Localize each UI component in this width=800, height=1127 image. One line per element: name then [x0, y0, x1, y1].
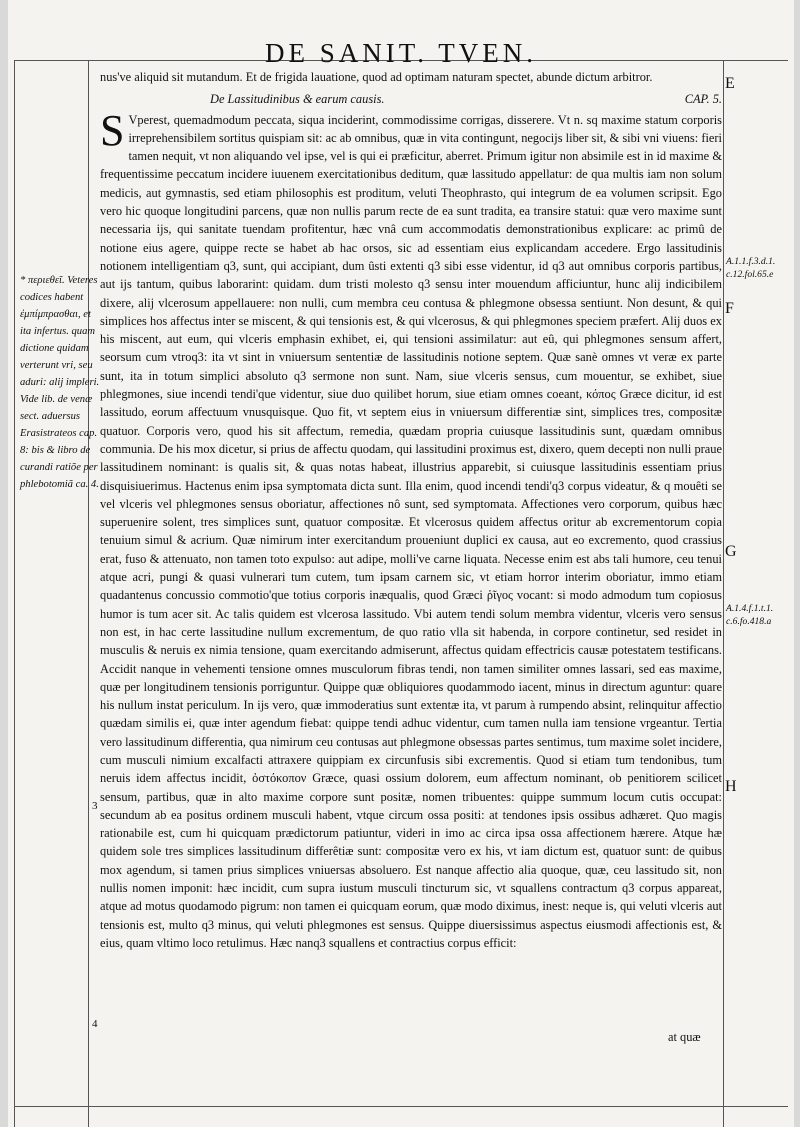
- continuation-text: nus've aliquid sit mutandum. Et de frigida lauatione, quod ad optimam naturam spectet, abunde dictum arbitror.: [100, 70, 653, 84]
- running-header: DE SANIT. TVEN.: [265, 38, 537, 68]
- section-letter: G: [725, 543, 737, 560]
- main-text-column: [100, 68, 722, 952]
- margin-line-number: 4: [92, 1018, 98, 1030]
- right-margin-rule: [723, 60, 724, 1127]
- right-marginal-note: A.1.4.f.1.t.1. c.6.fo.418.a: [726, 603, 774, 627]
- body-paragraph: [100, 105, 722, 953]
- drop-capital: S: [100, 105, 125, 155]
- left-margin-rule: [88, 60, 89, 1127]
- chapter-number: CAP. 5.: [684, 92, 722, 107]
- book-page: [8, 0, 794, 1127]
- left-border-rule: [14, 60, 15, 1127]
- section-letter: H: [725, 778, 737, 795]
- left-marginal-note: * περιεθεῖ. Veteres codices habent ἐμπίμπρασθαι, et ita infertus. quam dictione quidam verterunt vri, seu aduri: alij impleri. Vide lib. de venæ sect. aduersus Erasistrateos cap. 8: bis & libro de curandi ratiõe per phlebotomiã ca. 4.: [20, 275, 100, 490]
- bottom-rule: [14, 1106, 788, 1107]
- section-letter: E: [725, 75, 735, 92]
- margin-line-number: 3: [92, 800, 98, 812]
- catchword: at quæ: [668, 1030, 701, 1044]
- body-text: Vperest, quemadmodum peccata, siqua inciderint, commodissime corrigas, disserere. Vt n. sq maxime statum corporis irreprehensibilem sortitus quispiam sit: ac ab omnibus, quæ in vita contingunt, negocijs liber sit, & sibi vni viuens: fieri tamen nequit, vt non aliquando vel ipse, vel is qui ei præficitur, aberret. Primum igitur non absimile est in id maxime & frequentissime peccatum incidere iuuenem exercitationibus deditum, quæ lassitudo appellatur: de qua multis iam non solum medicis, aut gymnastis, sed etiam philosophis est proditum, veluti Theophrasto, qui integrum de ea volumen scripsit. Ego vero hic quoque longitudini parcens, quæ non nullis parum recte de ea sunt tradita, ea transire statui: quæ vero maxime sunt necessaria ijs, qui sanitate tuendam profitentur, hæc vnâ cum accommodatis demonstrationibus explicare: ac primû de notione eius agere, quippe recte se habet ab hac orsos, sic ad essentiam eius explicandam accedere. Ergo lassitudinis notionem intelligentiam q3, sunt, qui accipiant, dum ûsti extenti q3 sibi esse videntur, id q3 aut omnibus corporis partibus, aut ijs tantum, quibus laborarint: quidam. dum tristi molesto q3 sensu inter mouendum afficiuntur, hunc alij indicibilem dixere, alij vlcerosum appellauere: non nulli, cum membra ceu contusa & phlegmone obsessa sentiunt. Non desunt, & qui simplices hos affectus inter se miscent, & qui tensionis est, & qui vlcerosus, & qui phlegmones speciem præfert. Alij duos ex his miscent, aut eum, qui vlceris emphasin exhibet, ei, qui tensioni assimilatur: aut eû, qui phlegmones sensum affert, seorsum cum vtroq3: ita vt sint in vniuersum sententiæ de lassitudinis notione septem. Quæ sanè omnes vt veræ ex parte sunt, ita in totum simplici absoluto q3 sermone non sunt. Nam, siue vlceris sensus, cum mouentur, se exhibet, siue phlegmones, siue incendi tendi'que videntur, siue duo quilibet horum, siue etiam omnes coeant, κόπος Græce dicitur, id est lassitudo, eorum affectuum vnusquisque. Quo fit, vt septem eius in vniuersum differentiæ sint, simplices tres, compositæ quatuor. Corporis vero, quod his sit affectum, remedia, quædam propria cuiusque lassitudinis sunt, quædam omnibus communia. De his mox dicetur, si prius de affectu quodam, qui lassitudini proximus est, dixero, quem decepti non nulli praue lassitudinem nominant: is qualis sit, & quas notas habeat, illustrius apparebit, si cuiusque lassitudinis essentiam prius disquisiuerimus. Hactenus enim ipsa symptomata dicta sunt. Illa enim, quod incendi tendi'q3 corpus videatur, & q mouêti se vel vlceris vel phlegmones sensus oboriatur, affectiones nô sunt, sed symptomata. Affectiones vero corporum, quibus hæc superuenire solent, tres simplices sunt, quatuor compositæ. Et vlcerosus quidem affectus oritur ab excrementorum copia tenuium simul & acrium. Quæ nimirum inter exercitandum proueniunt duplici ex causa, aut eo excremento, quod crassius erat, fuso & attenuato, non tamen toto expulso: aut adipe, molli've carne liquata. Necesse enim est abs tali humore, ceu tenui atque acri, pungi & quasi vulnerari tum cutem, tum ipsam carnem sic, vt etiam horror interim oboriatur, immo etiam quadantenus concussio commotio'que totius corporis inæqualis, quod Græci ῥῖγος vocant: si modo admodum tum copiosus humor is tum acer sit. Ac talis quidem est vlcerosa lassitudo. Vbi autem tendi solum membra videntur, vlceris vero sensus non est, in hac certe lassitudine nullum excrementum, de quo ratio vlla sit habenda, in corpore continetur, sed residet in musculis & neruis ex nimia tensione, quam exercitando admiserunt, affectus quidam effectricis causæ potestatem testificans. Accidit nanque in vehementi tensione omnes musculorum fibras tendi, non tamen similiter omnes lassari, sed eas maxime, quæ per longitudinem tensionis porriguntur. Quippe quæ obliquiores quodammodo iacent, minus in directum aguntur: quare his nullum instat periculum. In ijs vero, quæ immoderatius sunt extentæ ita, vt parum à rumpendo absint, relinquitur affectio quædam similis ei, quæ inter agendum fiebat: quippe tendi adhuc videntur, cum tamen nulla iam tensione vrgeantur. Tertia vero lassitudinum differentia, qua nimirum ceu contusas aut phlegmone obsessas partes sentimus, tum maxime solet incidere, cum musculi nimium excalfacti attraxere quippiam ex circunfusis sibi excrementis. Quod si etiam tum tendonibus, tum neruis idem affectus incidit, ὀστόκοπον Græce, quasi ossium dolorem, eum affectum nominant, ob penitiorem scilicet sensum, partibus, quæ in alto maxime corpore sunt positæ, nomen tribuentes: quippe summum locum cutis occupat: secundum ab ea positus ordinem musculi habent, vtque circum ossa positi: at tendones ipsis ossibus adhæret. Quo magis rationabile est, cum hi quicquam prædictorum patiuntur, videri in imo ac circa ipsa ossa affectionem hærere. Atque hæ quidem sole tres simplices lassitudinum differêtiæ sunt: compositæ vero ex his, vt iam dictum est, quatuor sunt: de quibus mox agendum, si tamen prius simplices vniuersas absoluero. Est nanque affectio alia quoque, quæ, ceu lassitudo sit, non nullis nomen imponit: hæc incidit, cum supra iustum musculi tincturum sic, vt squallens contractum q3 corpus appareat, atque ad motus quodamodo pigrum: non tamen ei quicquam eorum, quæ modo diximus, inest: neque is, qui veluti vlceris aut tensionis est, multo q3 minus, qui veluti phlegmones est sensus. Quippe diuersissimus aspectus eiusmodi affectionis est, & eius, quam vltimo loco retulimus. Hæc nanq3 squallens et contractius corpus efficit:: [100, 112, 722, 950]
- section-letter: F: [725, 300, 734, 317]
- chapter-title: De Lassitudinibus & earum causis.: [210, 92, 385, 107]
- chapter-heading: [210, 90, 722, 108]
- right-marginal-note: A.1.1.f.3.d.1. c.12.fol.65.e: [726, 256, 776, 280]
